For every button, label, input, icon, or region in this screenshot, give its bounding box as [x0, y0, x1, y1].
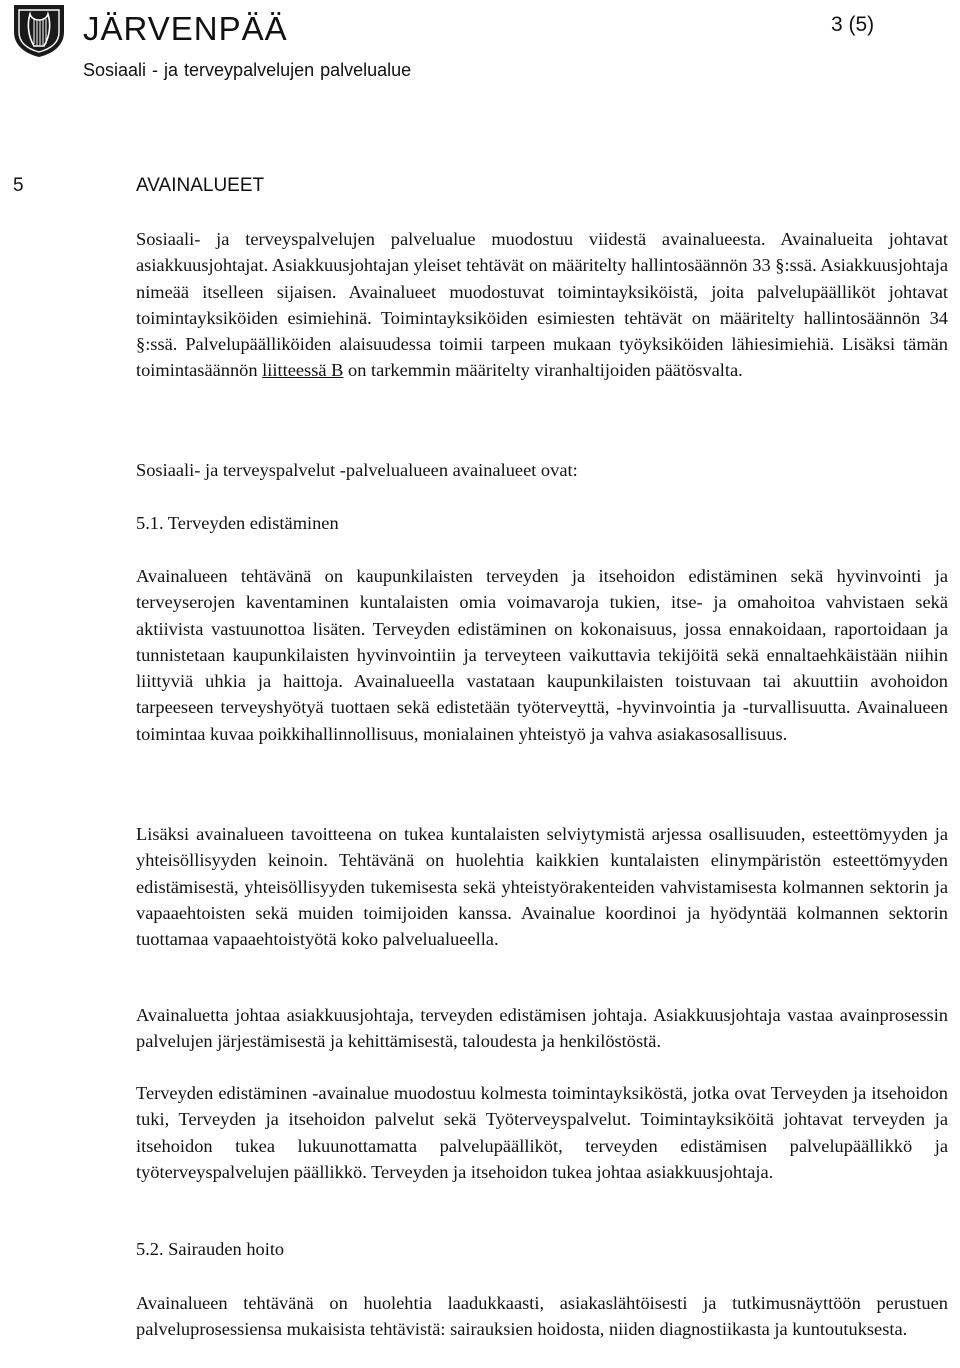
paragraph-text: Lisäksi avainalueen tavoitteena on tukea kuntalaisten selviytymistä arjessa osallisuuden, esteettömyyden ja yhteisöllisyyden keinoin. Tehtävänä on huolehtia kaikkien kuntalaisten elinympäristön esteettömyyden edistämisestä, yhteisöllisyyden tukemisesta sekä yhteistyörakenteiden vahvistamisesta kolmannen sektorin ja vapaaehtoisten sekä muiden toimijoiden kanssa. Avainalue koordinoi ja hyödyntää kolmannen sektorin tuottamaa vapaaehtoistyötä koko palvelualueella.: [136, 824, 948, 950]
avainalueet-intro-text: Sosiaali- ja terveyspalvelut -palvelualueen avainalueet ovat:: [136, 460, 578, 480]
paragraph-text: Avainaluetta johtaa asiakkuusjohtaja, terveyden edistämisen johtaja. Asiakkuusjohtaja vastaa avainprosessin palvelujen järjestämisestä ja kehittämisestä, taloudesta ja henkilöstöstä.: [136, 1005, 948, 1052]
paragraph-5-1-1: [136, 563, 948, 747]
paragraph-5-1-4: [136, 1080, 948, 1185]
municipality-name: JÄRVENPÄÄ: [83, 10, 288, 47]
intro-text-a: Sosiaali- ja terveyspalvelujen palvelualue muodostuu viidestä avainalueesta. Avainalueita johtavat asiakkuusjohtajat. Asiakkuusjohtajan yleiset tehtävät on määritelty hallintosäännön 33 §:ssä. Asiakkuusjohtaja nimeää itselleen sijaisen. Avainalueet muodostuvat toimintayksiköistä, joita palvelupäälliköt johtavat toimintayksiköiden esimiehinä. Toimintayksiköiden esimiesten tehtävät on määritelty hallintosäännön 34 §:ssä. Palvelupäälliköiden alaisuudessa toimii tarpeen mukaan työyksiköiden lähiesimiehiä. Lisäksi tämän toimintasäännön: [136, 229, 948, 381]
appendix-b-link[interactable]: liitteessä B: [262, 360, 344, 381]
paragraph-text: Terveyden edistäminen -avainalue muodostuu kolmesta toimintayksiköstä, jotka ovat Terveyden ja itsehoidon tuki, Terveyden ja itsehoidon palvelut sekä Työterveyspalvelut. Toimintayksiköitä johtavat terveyden ja itsehoidon tukea lukuunottamatta palvelupäälliköt, terveyden edistämisen palvelupäällikkö ja työterveyspalvelujen päällikkö. Terveyden ja itsehoidon tukea johtaa asiakkuusjohtaja.: [136, 1083, 948, 1182]
coat-of-arms-logo: [10, 2, 68, 58]
subsection-title-5-1: 5.1. Terveyden edistäminen: [136, 513, 339, 533]
document-subtitle: Sosiaali - ja terveypalvelujen palvelualue: [83, 60, 412, 80]
subsection-title-5-2: 5.2. Sairauden hoito: [136, 1239, 285, 1259]
section-number: 5: [13, 175, 24, 196]
paragraph-5-1-3: [136, 1002, 948, 1055]
intro-paragraph: [136, 226, 948, 384]
paragraph-5-2-1: [136, 1290, 948, 1343]
intro-text-b: on tarkemmin määritelty viranhaltijoiden päätösvalta.: [348, 360, 743, 381]
avainalueet-intro: [136, 457, 948, 483]
page-counter: 3 (5): [831, 13, 875, 36]
paragraph-text: Avainalueen tehtävänä on kaupunkilaisten terveyden ja itsehoidon edistäminen sekä hyvinvointi ja terveyserojen kaventaminen kuntalaisten omia voimavaroja tukien, itse- ja omahoitoa vahvistaen sekä aktiivista vastuunottoa lisäten. Terveyden edistäminen on kokonaisuus, jossa ennakoidaan, raportoidaan ja tunnistetaan kaupunkilaisten hyvinvointiin ja terveyteen vaikuttavia tekijöitä sekä ennaltaehkäistään niihin liittyviä uhkia ja haittoja. Avainalueella vastataan kaupunkilaisten toistuvaan tai akuuttiin avohoidon tarpeeseen terveyshyötyä tuottaen sekä edistetään työterveyttä, -hyvinvointia ja -turvallisuutta. Avainalueen toimintaa kuvaa poikkihallinnollisuus, monialainen yhteistyö ja vahva asiakasosallisuus.: [136, 566, 948, 744]
paragraph-text: Avainalueen tehtävänä on huolehtia laadukkaasti, asiakaslähtöisesti ja tutkimusnäyttöön perustuen palveluprosessiensa mukaisista tehtävistä: sairauksien hoidosta, niiden diagnostiikasta ja kuntoutuksesta.: [136, 1293, 948, 1340]
section-title: AVAINALUEET: [136, 175, 265, 196]
subsection-heading-5-2: [136, 1236, 948, 1262]
subsection-heading-5-1: [136, 510, 948, 536]
paragraph-5-1-2: [136, 821, 948, 952]
